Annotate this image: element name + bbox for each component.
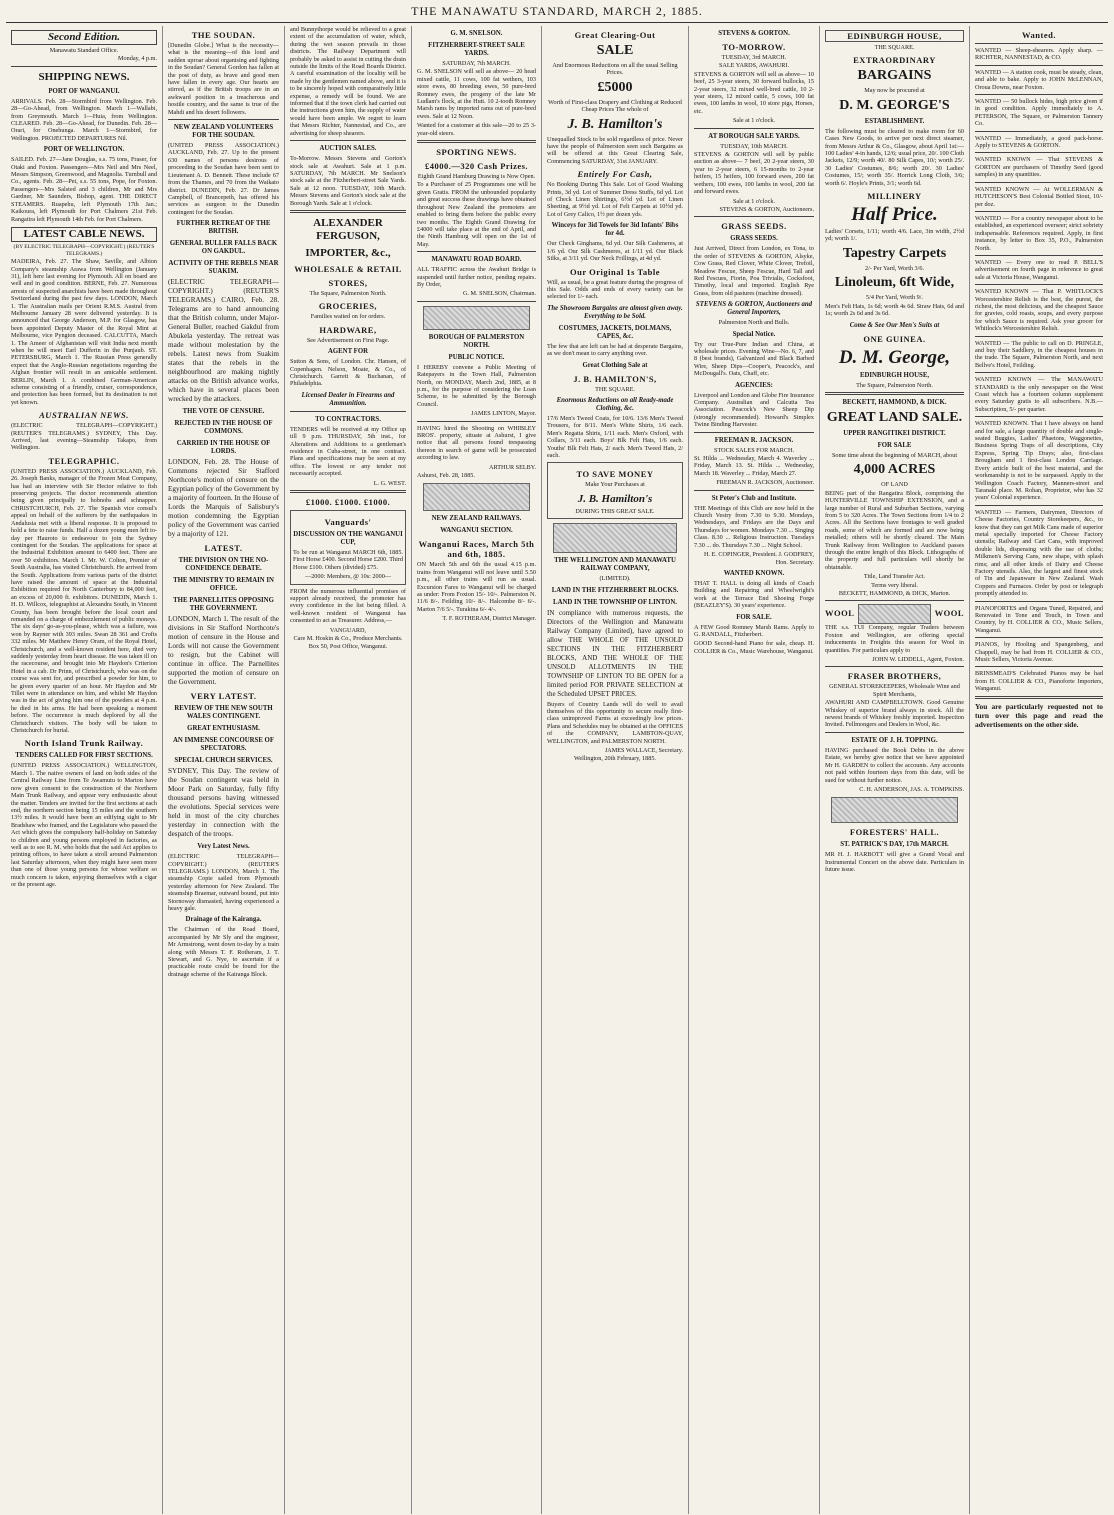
auction-heading: AUCTION SALES.: [319, 145, 377, 153]
awahuri-stock-text: STEVENS & GORTON will sell as above— 10 beef, 25 3-year steers, 30 forward bullocks, 15 2-year steers, 32 mixed well-bred cattle, 10 2-year steers, 12 mixed cattle, 5 cows, 100 fat ewes, 100 lambs in wool, 10 store pigs, Horses, etc.: [694, 70, 814, 115]
columns: [6, 26, 1108, 1514]
ferguson-address: The Square, Palmerston North.: [309, 289, 387, 297]
concourse-heading: AN IMMENSE CONCOURSE OF SPECTATORS.: [172, 737, 274, 753]
families-line: Families waited on for orders.: [310, 313, 386, 321]
parnell-text: LONDON, March 1. The result of the divisions in Sir Stafford Northcote's motion of censure in the House and Lords will not cause the Government to resign, but the Cabinet will continue in office. The Parnellites supported the motion of censure on the Government.: [168, 615, 279, 687]
guinea-heading: ONE GUINEA.: [863, 333, 926, 344]
agent-text: Sutton & Sons, of London. Chr. Hansen, of Copenhagen. Nelson, Moate, & Co., of Christchurch. Garrett & Buchanan, of Philadelphia.: [290, 358, 406, 388]
wanted-known-text: THAT T. HALL is doing all kinds of Coach Building and Repairing and Wheelwright's work at the Terrace End Shoeing Forge (BEAZLEY'S). 30 years' experience.: [694, 579, 814, 610]
port-wanganui-heading: PORT OF WANGANUI.: [48, 87, 120, 95]
members-line: —2000: Members, @ 10s: 2000—: [305, 573, 391, 581]
soudan-intro: [Dunedin Globe.] What is the necessity—what is the meaning—of this loud and sudden uproar about organising and fighting in the Soudan? General Gordon has fallen at the post of duty, as brave and good men have fallen in every age. Our hearts are stirred, as if the British troops are in an awkward position in a treacherous and hostile country, and the same is true of the Mahdi and his desert followers.: [168, 42, 279, 116]
tapestry-heading: Tapestry Carpets: [842, 245, 947, 261]
wanted-item: WANTED — 50 bullock hides, high price given if in good condition. Apply immediately to A. PETERSON, The Square, or Palmerston Tannery Co.: [975, 98, 1103, 128]
edinburgh-square: THE SQUARE.: [874, 44, 915, 51]
column-news: [6, 26, 163, 1514]
for-sale-text: A FEW Good Romney Marsh Rams. Apply to G. RANDALL, Fitzherbert.: [694, 623, 814, 638]
wanted-heading: Wanted.: [1022, 30, 1056, 40]
drainage-heading: Drainage of the Kairanga.: [185, 916, 262, 924]
divider: [975, 637, 1103, 638]
hats-text: Men's Felt Hats, 1s 6d; worth 4s 6d. Straw Hats, 6d and 1s; worth 2s 6d and 3s 6d.: [825, 302, 964, 318]
borough-crest-image: [423, 306, 530, 330]
divider: [975, 152, 1103, 153]
divider: [975, 372, 1103, 373]
entirely-text: No Booking During This Sale. Lot of Good Washing Prints, 3d yd. Lot of Summer Dress Stuffs, 6d yd. Lot of Check Linen Shirtings, 6½d yd. Lot of Linen Sheeting, at 9½d yd. Lot of Felt Carpets at 10½d yd. Lot of Grey Calico, 1½ per dozen yds.: [547, 181, 683, 218]
st-peters-sig: H. E. COPINGER, President. J. GODFREY, Hon. Secretary.: [703, 551, 814, 566]
tuesday-line: TUESDAY, 3rd MARCH.: [721, 54, 787, 61]
yards-line: SALE YARDS, AWAHURI.: [718, 62, 790, 70]
divider: [975, 255, 1103, 256]
st-peters-text: THE Meetings of this Club are now held in the Church Vestry from 7.30 to 9.30. Mondays, Wednesdays, and Fridays are the Days and Thursdays for women. Mondays 7.30 ... Singing Class. 8.30 ... Religious Instruction. Tuesdays 7.30 ... do. Thursdays 7.30 ... Night School.: [694, 504, 814, 549]
divider: [975, 65, 1103, 66]
contractors-heading: TO CONTRACTORS.: [315, 415, 381, 423]
suakim-heading: ACTIVITY OF THE REBELS NEAR SUAKIM.: [168, 260, 279, 276]
wanted-item: WANTED KNOWN — That STEVENS & GORTON are purchasers of Timothy Seed (good samples) in any quantities.: [975, 156, 1103, 179]
vln-text: (ELECTRIC TELEGRAPH—COPYRIGHT.) (REUTER'S TELEGRAMS.) LONDON, March 1. The steamship Copie sailed from Plymouth yesterday afternoon for New Zealand. The steamship Braemar, outward bound, put into Stornoway dismasted, having experienced a heavy gale.: [168, 853, 279, 912]
latest-heading: LATEST.: [204, 543, 243, 554]
public-notice-heading: PUBLIC NOTICE.: [448, 353, 505, 361]
land-fitzherbert: LAND IN THE FITZHERBERT BLOCKS.: [551, 586, 679, 594]
st-peters-heading: St Peter's Club and Institute.: [711, 494, 797, 502]
edinburgh-2: EDINBURGH HOUSE,: [859, 371, 930, 379]
trunk-sub: TENDERS CALLED FOR FIRST SECTIONS.: [15, 752, 153, 760]
for-sale-heading: FOR SALE.: [736, 613, 772, 621]
local-body-text: and Bunnythorpe would be relieved to a great extent of the accumulation of water, which, during the wet season prevails in those districts. The Railway Department will probably be asked to assist in cutting the drain outside the limits of the Road Boards District. A careful examination of the locality will be made by the gentlemen named above, and it is to be sincerely hoped with comparatively little expense, a remedy will be found. We are informed that if the town clerk had carried out the instructions given him, the supply of water would have been ample. We regret to learn that Messrs Richter, Nannestad, and Co., are advertising for sheep shearers.: [290, 26, 406, 137]
cable-sub: (BY ELECTRIC TELEGRAPH—COPYRIGHT.) (REUTER'S TELEGRAMS.): [13, 243, 155, 257]
divider: [825, 666, 964, 667]
patrick-text: MR H. J. HARBOTT will give a Grand Vocal and Instrumental Concert on the above date. Particulars in future issue.: [825, 851, 964, 874]
george-address: The Square, Palmerston North.: [856, 381, 933, 389]
vanguard-address: Care M. Hoskin & Co., Produce Merchants. Box 50, Post Office, Wanganui.: [293, 635, 403, 650]
save-money-box: [547, 462, 683, 519]
railway-engraving-image: [553, 523, 677, 553]
title-line: Title, Land Transfer Act.: [863, 573, 926, 581]
foresters-engraving-image: [831, 797, 958, 823]
road-board-heading: MANAWATU ROAD BOARD.: [431, 256, 522, 264]
divider: [975, 505, 1103, 506]
divider: [975, 696, 1103, 699]
cable-heading: LATEST CABLE NEWS.: [11, 227, 157, 242]
wanted-item: BRINSMEAD'S Celebrated Pianos may be had from H. COLLIER & CO., Pianoforte Importers, Wanganui.: [975, 670, 1103, 693]
clothing-square: THE SQUARE.: [595, 385, 635, 393]
cup-from-text: FROM the numerous influential promises of support already received, the promoter has every confidence in the list being filled. A well-known resident of Wanganui has consented to act as Treasurer. Address,—: [290, 587, 406, 625]
lords-heading: CARRIED IN THE HOUSE OF LORDS.: [176, 440, 271, 456]
stock-sales-heading: STOCK SALES FOR MARCH.: [714, 446, 794, 454]
vanguards-heading: Vanguards': [324, 517, 372, 528]
church-text: SYDNEY, This Day. The review of the Soudan contingent was held in Moor Park on Saturday, fully fifty thousand persons having witnessed the evolutions. Special services were held in most of the city churches yesterday in connection with the despatch of the troops.: [168, 767, 279, 839]
divider: [168, 119, 279, 120]
agent-heading: AGENT FOR: [327, 348, 369, 356]
foresters-heading: FORESTERS' HALL.: [849, 827, 940, 838]
licensed-line: Licensed Dealer in Firearms and Ammunition.: [301, 391, 395, 407]
enthusiasm-heading: GREAT ENTHUSIASM.: [187, 725, 260, 733]
divider: [825, 392, 964, 395]
sg-heading: STEVENS & GORTON.: [718, 30, 790, 37]
wanted-known-heading: WANTED KNOWN.: [723, 569, 785, 577]
telegraphic-heading: TELEGRAPHIC.: [48, 455, 120, 466]
clearing-heading: Great Clearing-Out: [574, 30, 656, 40]
volunteers-text: (UNITED PRESS ASSOCIATION.) AUCKLAND, Feb. 27. Up to the present 630 names of persons desirous of proceeding to the Soudan have been sent to Lieutenant A. D. Bennett. These include 67 from the Thames, and 70 from the Waikato district. DUNEDIN, Feb. 27. Dr James Campbell, of Brancepeth, has offered his services as surgeon to the Dunedin contingent for the Soudan.: [168, 142, 279, 216]
column-soudan: [163, 26, 285, 1514]
divider: [417, 140, 536, 143]
division-heading: THE DIVISION ON THE NO-CONFIDENCE DEBATE.: [178, 557, 269, 573]
land-sale-text: BEING part of the Rangatira Block, comprising the HUNTERVILLE TOWNSHIP EXTENSION, and a large number of Rural and Suburban Sections, varying from 5 to 320 Acres. The Town Sections from 1/4 to 2 Acres. All the Sections have frontages to well graded roads, some of which are formed and are now being metalled; others will be shortly cleared. The Main Trunk Railway from Wellington to Auckland passes through the entire length of this Block. Lithographs of the property and full particulars will shortly be obtainable.: [825, 489, 964, 571]
buller-heading-2: GENERAL BULLER FALLS BACK ON GAKDUL.: [169, 240, 278, 256]
divider: [417, 421, 536, 422]
tomorrow-heading: TO-MORROW.: [722, 42, 786, 52]
column-stevens-gorton: [689, 26, 820, 1514]
shooting-text: HAVING hired the Shooting on WHIBLEY BROS'. property, situate at Ashurst, I give notice that all persons found trespassing thereon in search of game will be prosecuted according to law.: [417, 424, 536, 462]
showroom-line: The Showroom Bargains are almost given away. Everything to be Sold.: [547, 304, 683, 320]
sg-address: Palmerston North and Bulls.: [718, 319, 790, 327]
drawing-line: Eighth Grand Hamburg Drawing is Now Open.: [417, 173, 536, 181]
sale-date: SATURDAY, 7th MARCH.: [442, 60, 511, 67]
special-notice-heading: Special Notice.: [732, 330, 776, 338]
hamilton-name-2: J. B. Hamilton's: [577, 492, 653, 505]
ferguson-wholesale: WHOLESALE & RETAIL: [294, 263, 402, 274]
railway-heading: THE WELLINGTON AND MANAWATU RAILWAY COMPANY,: [554, 557, 676, 573]
wool-sig: JOHN W. LIDDELL, Agent, Foxton.: [872, 656, 964, 664]
wanted-item: PIANOFORTES and Organs Tuned, Repaired, and Renovated in Tone and Touch, in Town and Country, by H. COLLIER & CO., Music Sellers, Wanganui.: [975, 604, 1103, 634]
trunk-heading: North Island Trunk Railway.: [24, 738, 144, 749]
australian-text: (ELECTRIC TELEGRAPH—COPYRIGHT.) (REUTER'S TELEGRAMS.) SYDNEY, This Day. Arrived, last evening—Steamship Takapo, from Wellington.: [11, 422, 157, 452]
establishment-text: The following must be cleared to make room for 60 Cases New Goods, to arrive per next direct steamer, from Messrs Arthur & Co., Glasgow, about April 1st:— 100 Ladies' 4-in hands, 12/6; usual price, 20/. 100 Cloth Jackets, 12/9; worth 40/. 80 Silk Capes, 10/; worth 25/. 30 Ladies' Costumes, 8/6; worth 20/. 30 Ladies' Costumes, 15/; worth 35/. Horrick Long Cloth, 3/6; worth 6/. Hoyle's Prints, 3/1; worth 6d.: [825, 127, 964, 187]
reductions-line: Enormous Reductions on all Ready-made Clothing, &c.: [556, 396, 674, 412]
divider: [290, 411, 406, 412]
races-text: ON March 5th and 6th the usual 4.15 p.m. trains from Wanganui will not leave until 5.50 p.m., all other trains will run as usual. Excursion Fares to Wanganui will be charged as under: From Foxton 15/- 10/-. Palmerston N. 11/6 8/-. Feilding 10/- 8/-. Halcombe 8/- 6/-. Marton 7/6 5/-. Turakina 6/- 4/-.: [417, 561, 536, 613]
may-line: May now be procured at: [864, 87, 925, 95]
contractors-text: TENDERS will be received at my Office up till 9 p.m. THURSDAY, 5th inst., for Alterations and Additions to a gentleman's residence in Cuba-street, in one contract. Plans and specifications may be seen at my office. The lowest or any tender not necessarily accepted.: [290, 425, 406, 478]
races-heading: Wanganui Races, March 5th and 6th, 1885.: [418, 539, 535, 560]
fraser-heading: FRASER BROTHERS,: [847, 671, 942, 682]
land-sig: JAMES WALLACE, Secretary.: [604, 747, 683, 755]
divider: [290, 490, 406, 493]
piano-text: GOOD Second-hand Piano for sale, cheap. H. COLLIER & Co., Music Warehouse, Wanganui.: [694, 640, 814, 655]
edition-heading: Second Edition.: [11, 30, 157, 45]
wanganui-section: WANGANUI SECTION.: [440, 527, 513, 535]
wanted-item: WANTED KNOWN — The MANAWATU STANDARD is the only newspaper on the West Coast which has a fourteen column supplement every Saturday gratis to all subscribers. N.B.—Subscription, 5/- per quarter.: [975, 376, 1103, 413]
divider: [975, 601, 1103, 602]
wanted-item: WANTED KNOWN — At WOLLERMAN & HUTCHESON'S Best Colonial Bottled Stout, 10/- per doz.: [975, 185, 1103, 208]
telegraphic-text: (UNITED PRESS ASSOCIATION.) AUCKLAND, Feb. 26. Joseph Banks, manager of the Frozen Meat Company, has had an interview with Sir Hector relative to fish preserving projects. The doctor recommends attention being given principally to hobnobs and schnapper. CHRISTCHURCH, Feb. 27. The Spanish vice consul's appeal on behalf of the sufferers by the earthquakes in Andalusia met with a liberal response. It is proposed to hold a fete to raise funds. Half a dozen young men left to-day per Hauroto to endeavour to join the Sydney contingent for the Soudan. The applications for space at the Industrial Exhibition amount to 6400 feet. There are over 50 exhibitors. March 1. Mr. W. Colton, Premier of South Australia, has visited Christchurch. He arrived from the South. Applications from various parts of the district have raised the amount of space at the Industrial Exhibition required for North Canterbury to 84,000 feet, an excess of 20,000 ft. exhibitors. DUNEDIN, March 1. H. D. Willcox, telegraphist at Alexandra South, in Vincent County, has been brought before the local court and remanded on a charge of embezzlement of public moneys. The six days' go-as-you-please, which was a failure, was won by Rayner with 393 miles. Swan 28 361 and Crofts 332 miles. Mr Matthew Henry Oram, of the Royal Hotel, Christchurch, and a well-known resident here, died very suddenly yesterday from heart disease. He was taken ill on the racecourse, and brought into Mr Haydon's Criterion Hotel in a cab. Dr Prinn, of Christchurch, who was on the course was sent for, and prescribed a powder for him, to be given every quarter of an hour. Mr Haydon and Mr Tillet were in attendance on him, and whilst Mr Haydon was in the act of giving him one of the powders at 4 p.m. he died in his arms. He had been speaking a moment before. The occurrence is much deplored by all the Christchurch visitors. The body will be taken to Christchurch for burial.: [11, 467, 157, 735]
agencies-heading: AGENCIES:: [735, 381, 773, 389]
volunteers-heading: NEW ZEALAND VOLUNTEERS FOR THE SOUDAN.: [173, 124, 274, 140]
shooting-sig: ARTHUR SELBY.: [489, 463, 536, 471]
half-price-heading: Half Price.: [851, 204, 938, 226]
wool-right: WOOL: [934, 608, 964, 619]
entirely-heading: Entirely For Cash,: [577, 169, 653, 180]
land-text: IN compliance with numerous requests, the Directors of the Wellington and Manawatu Railway Company (Limited), have agreed to allow THE WHOLE OF THE UNSOLD SECTIONS IN THE FITZHERBERT BLOCKS, AND THE WHOLE OF THE UNSOLD ALLOTMENTS IN THE TOWNSHIP OF LINTON TO BE OPEN for a limited period FOR PRIVATE SELECTION at the Scheduled UPSET PRICES.: [547, 608, 683, 698]
grass-text: Just Arrived, Direct from London, ex Tona, to the order of STEVENS & GORTON, Alsyke, Cow Grass, Red Clover, White Clover, Trefoil, Meadow Fescue, Sheep Fescue, Hard Tall and Red Fescues, Fiorin, Poa Trivialis, Cocksfoot, Timothy, local and imported. English Rye Grass, from old pastures (machine dressed).: [694, 245, 814, 297]
sg-auctioneers: STEVENS & GORTON, Auctioneers and General Importers,: [695, 301, 813, 317]
suakim-text: (ELECTRIC TELEGRAPH—COPYRIGHT.) (REUTER'S TELEGRAMS.) CAIRO, Feb. 28. Telegrams are to hand announcing that the British column, under Major-General Buller, reached Gakdul from Abukela yesterday. The retreat was made without molestation by the rebels. Latest news from Suakim states that the rebels in the neighbourhood are making nightly attacks on the British advance works, which have in several places been wrecked by the attackers.: [168, 278, 279, 404]
linoleum-price: 5/4 Per Yard, Worth 9/.: [866, 294, 923, 302]
review-heading: REVIEW OF THE NEW SOUTH WALES CONTINGENT.: [174, 705, 273, 721]
wanted-item: WANTED — A station cook, must be steady, clean, and able to bake. Apply to JOHN McLENNAN, Oroua Downs, near Foxton.: [975, 68, 1103, 91]
fitzherbert-heading: FITZHERBERT-STREET SALE YARDS.: [428, 42, 525, 57]
divider: [11, 66, 157, 67]
wanted-item: WANTED — Immediately, a good pack-horse. Apply to STEVENS & GORTON.: [975, 134, 1103, 150]
wanted-item: WANTED — Every one to read P. BELL'S advertisement on fourth page in reference to great sale at Victoria House, Wanganui.: [975, 258, 1103, 281]
establishment-line: ESTABLISHMENT.: [864, 117, 925, 125]
public-notice-sig: JAMES LINTON, Mayor.: [471, 410, 536, 418]
millinery-heading: MILLINERY: [867, 191, 922, 202]
wanganui-cup-box: [290, 510, 406, 585]
divider: [975, 94, 1103, 95]
wanganui-text: ARRIVALS. Feb. 28—Stormbird from Wellington. Feb. 28—Go-Ahead, from Wellington. March 1—Wallabi, from Greymouth. March 1—Huia, from Wellington. CLEARED. Feb. 28—Go-Ahead, for Dunedin. Feb. 28—Orari, for Onehunga. March 1—Stormbird, for Wellington. PROJECTED DEPARTURES Nil.: [11, 97, 157, 142]
prize-row: £1000. £1000. £1000.: [305, 497, 391, 508]
divider: [417, 251, 536, 252]
masthead: THE MANAWATU STANDARD, MARCH 2, 1885.: [6, 0, 1108, 23]
borough-heading: BOROUGH OF PALMERSTON NORTH.: [428, 333, 525, 349]
of-land-line: OF LAND: [881, 481, 908, 489]
cable-text: MADEIRA, Feb. 27. The Shaw, Saville, and Albion Company's steamship Arawa from Wellington (January 31), left here last evening for Plymouth. All on board are well and in good condition. BERNE, Feb. 27. Numerous arrests of suspected anarchists have been made throughout Switzerland during the past few days. LONDON, March 1. The Australian mails per Orient R.M.S. Austral from Melbourne January 28 were delivered yesterday. It is announced that George Anderson, M.P. for Glasgow, has been appointed Deputy Master of the Royal Mint at Melbourne, vice Pyngton deceased. CALCUTTA, March 1. The Ameer of Afghanistan will visit India next month when he will meet Earl Dufferin in the Punjaub. ST. PETERSBURG, March 1. The Russian Press generally expect that the Anglo-Russian negotiations regarding the Afghan frontier will result in an amicable settlement. BERLIN, March 1. A combined German-American scheme consisting of a friendly, cruiser, correspondence, and protection has been formed, but its destination is not yet known.: [11, 258, 157, 406]
fraser-text: AWAHURI AND CAMPBELLTOWN. Good Genuine Whiskey of superior brand always in stock. All the newest brands of Whiskey freshly imported. Inspection Invited. Fellmongers and Dealers in Wool, &c.: [825, 699, 964, 729]
terms-line: Terms very liberal.: [871, 581, 918, 589]
cash-prizes: £4000.—320 Cash Prizes.: [424, 161, 529, 172]
land-text-2: Buyers of Country Lands will do well to avail themselves of this opportunity to secure really first-class unimproved Farms at exceedingly low prices. Plans and Schedules may be obtained at the OFFICES of the COMPANY, LAMBTON-QUAY, WELLINGTON, and PALMERSTON NORTH.: [547, 700, 683, 745]
agencies-text: Liverpool and London and Globe Fire Insurance Company. Australian and Calcutta Tea Association. Peacock's New Sheep Dip (strongly recommended). Howard's Simplex Twine Binding Harvester.: [694, 391, 814, 429]
divider: [825, 600, 964, 601]
lords-text: LONDON, Feb. 28. The House of Commons rejected Sir Stafford Northcote's motion of censure on the Egyptian policy of the Government by a majority of fourteen. In the House of Lords the Marquis of Salisbury's motion condemning the Egyptian policy of the Government was carried by a majority of 121.: [168, 458, 279, 539]
contractors-signature: L. G. WEST.: [373, 479, 406, 487]
grass-heading: GRASS SEEDS.: [721, 221, 787, 232]
special-notice-text: Try our True-Pure Indian and China, at wholesale prices. Evening Wine—No. 6, 7, and 8 (best brands), Galvanized and Black Barbed Wire, Sheep Dips—Cooper's, Peacock's, and McDougall's. Oats, Chaff, etc.: [694, 340, 814, 378]
column-wanted: [970, 26, 1108, 1514]
sg-signature: STEVENS & GORTON, Auctioneers.: [719, 205, 814, 213]
divider: [975, 284, 1103, 285]
land-linton: LAND IN THE TOWNSHIP OF LINTON.: [553, 598, 677, 606]
bhd-line: BECKETT, HAMMOND, & DICK, Marton.: [838, 590, 951, 597]
wanted-item: PIANOS, by Hooling and Spangenberg, and Chappell, may be had from H. COLLIER & CO., Music Sellers, Victoria Avenue.: [975, 641, 1103, 664]
stock-sales-list: St. Hilda ... Wednesday, March 4. Waverley ... Friday, March 13. St. Hilda ... Wednesday, March 18. Waverley ... Friday, March 27.: [694, 455, 814, 477]
divider: [975, 336, 1103, 337]
censure-rejected: REJECTED IN THE HOUSE OF COMMONS.: [174, 420, 273, 436]
ship-engraving-image: [858, 604, 930, 624]
topping-sig: C. H. ANDERSON, JAS. A. TOMPKINS.: [859, 785, 964, 793]
snelson-wanted: Wanted for a customer at this sale—20 to 25 3-year-old steers.: [417, 122, 536, 137]
soudan-heading: THE SOUDAN.: [191, 30, 256, 40]
races-sig: T. F. ROTHERAM, District Manager.: [442, 615, 536, 623]
fraser-sub: GENERAL STOREKEEPERS, Wholesale Wine and Spirit Merchants,: [829, 683, 960, 698]
ferguson-name: ALEXANDER FERGUSON,: [313, 216, 383, 242]
shooting-date: Ashurst, Feb. 28, 1885.: [417, 472, 475, 480]
save-sub: Make Your Purchases at: [585, 481, 645, 489]
port-wellington-heading: PORT OF WELLINGTON.: [43, 146, 125, 154]
suits-line: Come & See Our Men's Suits at: [849, 321, 940, 329]
hamilton-text: Unequalled Stock to be sold regardless of price. Never have the people of Palmerston seen such Bargains as will be offered at this Great Clearing Sale, Commencing SATURDAY, 31st JANUARY.: [547, 135, 683, 165]
winceys-heading: Winceys for 3id Towels for 3id Infants' Bibs for 4d.: [551, 222, 679, 238]
ferguson-stores: STORES,: [328, 277, 368, 288]
trunk-text: (UNITED PRESS ASSOCIATION.) WELLINGTON, March 1. The native owners of land on both sides of the Central Railway Line from Te Awamutu to Marton have now given consent to the construction of the Northern Main Trunk Railway, and appear very enthusiastic about the matter. Tenders are invited for the first sections at each end, the northern section being 15 miles and the southern 13½ miles. It would have been an edifying sight to Mr Bradshaw who framed, and the Legislature who passed the Act which gives the compulsory half-holiday on Saturday to children and young persons employed in factories, as well as to see R. M. who holds that the said Act applies to printing offices, to have taken a stroll around Palmerston last Saturday afternoon, when they might have seen more than one of those young persons for whose welfare so much concern is taken, enjoying themselves with a cigar or the present age.: [11, 762, 157, 888]
corsets-text: Ladies' Corsets, 1/11; worth 4/6. Lace, 3in width, 2½d yd; worth 1/.: [825, 228, 964, 243]
snelson-heading: G. M. SNELSON.: [450, 30, 503, 37]
borough-yards-heading: AT BOROUGH SALE YARDS.: [708, 132, 800, 140]
costumes-heading: COSTUMES, JACKETS, DOLMANS, CAPES, &c.: [558, 324, 672, 340]
amount: £5000: [597, 79, 633, 95]
vanguard-name: VANGUARD,: [329, 626, 367, 634]
hardware-text: See Advertisement on First Page.: [306, 336, 390, 344]
shipping-heading: SHIPPING NEWS.: [38, 70, 130, 83]
vln-heading: Very Latest News.: [197, 843, 250, 851]
divider: [975, 182, 1103, 183]
sale-sub: And Enormous Reductions on all the usual Selling Prices.: [552, 62, 678, 77]
ferguson-importer: IMPORTER, &c.,: [305, 246, 391, 259]
great-land-sale: GREAT LAND SALE.: [826, 409, 963, 425]
wanted-item: WANTED — The public to call on D. PRINGLE, and buy their Saddlery, in the cheapest houses in the trade. The Square, Palmerston North, and next Bellve's Hotel, Feilding.: [975, 339, 1103, 369]
save-heading: TO SAVE MONEY: [576, 469, 654, 480]
divider: [975, 416, 1103, 417]
borough-stock-text: STEVENS & GORTON will sell by public auction as above— 7 beef, 20 2-year steers, 30 year to 2-year steers, 6 15-months to 2-year heifers, 15 heifers, 100 forward ewes, 200 fat wethers, 100 ewes, 100 lambs in wool, 200 fat and forward ewes.: [694, 151, 814, 196]
upper-rangitikei: UPPER RANGITIKEI DISTRICT.: [843, 429, 946, 437]
time-line: Monday, 4 p.m.: [118, 55, 157, 63]
topping-heading: ESTATE OF J. H. TOPPING.: [851, 736, 938, 744]
road-board-text: ALL TRAFFIC across the Awahuri Bridge is suspended until further notice, pending repairs. By Order,: [417, 266, 536, 288]
discussion-heading: DISCUSSION ON THE WANGANUI CUP,: [293, 531, 403, 547]
closing-note: You are particularly requested not to turn over this page and read the advertisements on the other side.: [975, 701, 1103, 729]
wanted-item: WANTED — For a country newspaper about to be established, an experienced overseer; strict sobriety indispensable. References required. Apply, in first instance, by letter to Box 35, P.O., Palmerston North.: [975, 214, 1103, 252]
divider: [975, 43, 1103, 44]
sale-time: Sale at 1 o'clock.: [732, 117, 775, 125]
linoleum-heading: Linoleum, 6ft Wide,: [834, 275, 955, 291]
divider: [975, 131, 1103, 132]
divider: [825, 732, 964, 733]
snelson-sale-text: G. M. SNELSON will sell as above— 20 head mixed cattle, 11 cows, 100 fat wethers, 103 store ewes, 80 breeding ewes, 50 pure-bred Romney ewes, the progeny of the late Mr Ludlam's flock, at the Hutt. 10 2-tooth Romney Marsh rams by imported rams out of pure-bred ewes. Sale at 12 Noon.: [417, 68, 536, 120]
divider: [290, 140, 406, 141]
cup-text: To be run at Wanganui MARCH 6th, 1885. First Horse £400. Second Horse £200. Third Horse £100. Others (divided) £75.: [293, 549, 403, 571]
divider: [694, 128, 814, 129]
grass-sub: GRASS SEEDS.: [730, 235, 778, 243]
wool-text: THE s.s. TUI Company, regular Traders between Foxton and Wellington, are offering special inducements in Freights this season for Wool in quantities. For particulars apply to: [825, 624, 964, 654]
australian-heading: AUSTRALIAN NEWS.: [39, 410, 129, 421]
train-engraving-image: [423, 483, 530, 511]
office-line: Manawatu Standard Office.: [49, 47, 119, 54]
groceries-heading: GROCERIES,: [318, 301, 378, 312]
some-time-line: Some time about the beginning of MARCH, about: [831, 451, 958, 459]
bargains-heading: BARGAINS: [857, 68, 932, 84]
sporting-heading: SPORTING NEWS.: [436, 147, 517, 158]
wanted-item: WANTED — Farmers, Dairymen, Directors of Cheese Factories, Country Storekeepers, &c., to know that they can get Milk Cans made of superior metal specially imported for Cheese Factory utensils; Railway and Cart Cans, with improved double lids, dispensing with the use of cloths; Milkmen's Serving Cans, new shape, with splash rims; and all other kinds of Dairy and Cheese Factory utensils. Also, the largest and finest stock of Tin and Japanware in New Zealand. Wash Coppers and Furnaces. Order by post or telegraph promptly attended to.: [975, 508, 1103, 598]
divider: [417, 301, 536, 302]
land-date: Wellington, 20th February, 1885.: [574, 755, 656, 763]
column-george: [820, 26, 970, 1514]
column-local: [285, 26, 412, 1514]
hamilton-name: J. B. Hamilton's: [567, 116, 663, 132]
sale-time-2: Sale at 1 o'clock.: [732, 197, 775, 205]
wellington-text: SAILED. Feb. 27—Jane Douglas, s.s. 75 tons, Fraser, for Otaki and Foxton. Passengers—Mrs Neil and Mrs Neel, Messrs Simpson, Greenwood, and Magnolia. Turnbull and Co., agents. Feb. 28—Pet, s.s. 55 tons, Pope, for Foxton. Passengers—Mrs Salsted and 3 children, Mr and Mrs Gardner, Mr Saunders, Bishop, agent. THE DIRECT STEAMERS. Ruapehu, left Plymouth 17th Jan.; Kaikoura, left Plymouth for Port Chalmers 21st Feb. Rangatira left Plymouth 14th Feb. for Port Chalmers.: [11, 156, 157, 223]
divider: [694, 432, 814, 433]
wanted-item: WANTED KNOWN — That P. WHITLOCK'S Worcestershire Relish is the best, the purest, the richest, the most delicious, and the cheapest Sauce for gravies, cold roasts, soups, and every purpose for which Sauce is required. Ask your grocer for Whitlock's Worcestershire Relish.: [975, 288, 1103, 333]
original-heading: Our Original 1s Table: [570, 266, 660, 277]
parnell-heading: THE PARNELLITES OPPOSING THE GOVERNMENT.: [173, 597, 274, 613]
costumes-text: The few that are left can be had at desperate Bargains, as we don't mean to carry anything over.: [547, 342, 683, 358]
wool-left: WOOL: [825, 608, 855, 619]
clothing-name: J. B. HAMILTON'S,: [573, 373, 657, 384]
freeman-heading: FREEMAN R. JACKSON.: [714, 436, 794, 444]
church-heading: SPECIAL CHURCH SERVICES.: [174, 757, 273, 765]
hardware-heading: HARDWARE,: [319, 324, 377, 335]
column-notices: [412, 26, 542, 1514]
censure-heading: THE VOTE OF CENSURE.: [182, 408, 265, 416]
for-sale-line: FOR SALE: [877, 441, 912, 449]
dmg-name: D. M. George,: [838, 346, 951, 368]
freeman-sig: FREEMAN R. JACKSON, Auctioneer.: [716, 479, 814, 487]
sporting-text: To a Purchaser of 25 Programmes one will be given Gratis. FROM the unbounded popularity and great success these drawings have obtained throughout New Zealand the promoters are enabled to bring them before the public every two months. The Eighth Grand Drawing for £4000 will take place at the end of April, and the Ninth Hamburg will open on the 1st of May.: [417, 181, 536, 248]
divider: [975, 211, 1103, 212]
road-board-sig: G. M. SNELSON, Chairman.: [462, 290, 536, 298]
original-text: Will, as usual, be a great feature during the progress of this Sale. Odds and ends of every variety can be selected for 1/- each.: [547, 278, 683, 301]
extraordinary-heading: EXTRAORDINARY: [853, 55, 936, 66]
ministry-heading: THE MINISTRY TO REMAIN IN OFFICE.: [173, 577, 274, 593]
wanted-item: WANTED — Sheep-shearers. Apply sharp. — RICHTER, NANNESTAD, & CO.: [975, 47, 1103, 62]
divider: [694, 216, 814, 217]
column-hamilton: [542, 26, 689, 1514]
march10-line: TUESDAY, 10th MARCH.: [720, 142, 788, 150]
tapestry-price: 2/- Per Yard, Worth 3/6.: [864, 264, 925, 272]
divider: [290, 210, 406, 213]
beckett-heading: BECKETT, HAMMOND, & DICK.: [842, 398, 947, 406]
amount-text: Worth of First-class Drapery and Clothing at Reduced Cheap Prices The whole of: [548, 98, 682, 114]
very-latest-heading: VERY LATEST.: [190, 691, 257, 702]
railway-limited: (LIMITED).: [599, 575, 631, 583]
wool-banner: [825, 604, 964, 624]
sale-big: SALE: [596, 43, 634, 58]
nzr-heading: NEW ZEALAND RAILWAYS.: [431, 515, 522, 523]
george-name: D. M. GEORGE'S: [839, 97, 950, 113]
edinburgh-heading: EDINBURGH HOUSE,: [825, 30, 964, 42]
clothing-heading: Great Clothing Sale at: [582, 361, 648, 369]
patrick-heading: ST. PATRICK'S DAY, 17th MARCH.: [840, 841, 949, 849]
public-notice-text: I HEREBY convene a Public Meeting of Ratepayers in the Town Hall, Palmerston North, on MONDAY, March 2nd, 1885, at 8 p.m., for the purpose of considering the Loan Scheme, to be submitted by the Borough Council.: [417, 363, 536, 408]
divider: [975, 666, 1103, 667]
topping-text: HAVING purchased the Book Debts in the above Estate, we hereby give notice that we have appointed Mr H. GARDEN to collect the accounts. Any accounts not paid within fourteen days from this date, will be sued for without further notice.: [825, 746, 964, 784]
buller-heading: FURTHER RETREAT OF THE BRITISH.: [176, 220, 271, 236]
acres-heading: 4,000 ACRES: [853, 462, 936, 478]
auction-text: To-Morrow. Messrs Stevens and Gorton's stock sale at Awahuri. Sale at 1 p.m. SATURDAY, 7th MARCH. Mr Snelson's stock sale at the Fitzherbert-street Sale Yards. Sale at 12 noon. TUESDAY, 10th March. Messrs Stevens and Gorton's stock sale at the Borough Yards. Sale at 1 o'clock.: [290, 155, 406, 207]
during-line: DURING THIS GREAT SALE.: [575, 507, 655, 515]
drainage-text: The Chairman of the Road Board, accompanied by Mr Sly and the engineer, Mr Armstrong, went down to-day by a train along with Messrs T. F. Rotheram, J. T. Stewart, and G. Nye, to ascertain if a practicable route could be found for the drainage scheme of the Kairanga Block.: [168, 926, 279, 978]
wanted-item: WANTED KNOWN. That I have always on hand and for sale, a large quantity of double and single-seated Buggies, Ladies' Phaetons, Waggonettes, Business Spring Traps of all descriptions, City Express, Spring Tip Drays; also, first-class Brougham and 1 first-class London Carriage. Every article built of the best material, and the workmanship is not to be surpassed. Apply to the Wellington Coach Factory, Manners-street and Taranaki place. M. Rohan, Proprietor, who has 32 years' Colonial experience.: [975, 420, 1103, 502]
clothing-text: 17/6 Men's Tweed Coats, for 10/6. 13/6 Men's Tweed Trousers, for 8/11. Men's White Shirts, 1/6 each. Men's Regatta Shirts, 1/11 each. Men's Oxford, with Collars, 3/11 each. Boys' Blk Felt Hats, 1/6 each. Youths' Blk Felt Hats, 2/ each. Men's Tweed Hats, 2/ each.: [547, 414, 683, 459]
divider: [694, 490, 814, 491]
winceys-text: Our Check Ginghams, 6d yd. Our Silk Cashmeres, at 1/6 yd. Our Silk Cashmeres, at 1/11 yd. Our Black Silks, at 3/11 yd. Our Neck Frillings, at 4d yd.: [547, 240, 683, 263]
